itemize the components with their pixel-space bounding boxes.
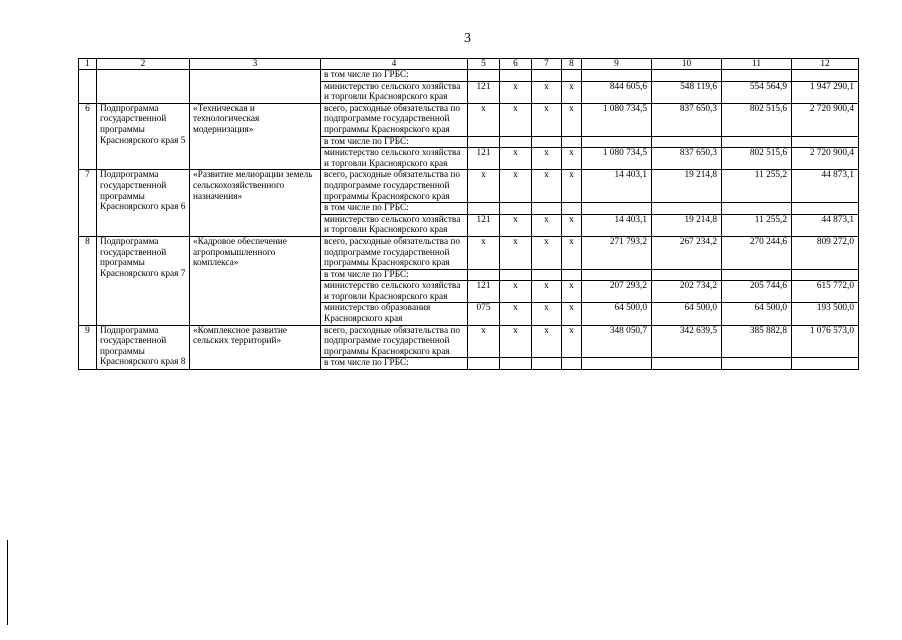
empty-cell [652,358,722,370]
empty-cell [652,203,722,215]
incl-grbs-label: в том числе по ГРБС: [321,203,468,215]
col6-value: х [500,281,532,303]
total-label: всего, расходные обязательства по подпрограмме государственной программы Красноярского края [321,103,468,136]
value-2022: 554 564,9 [722,81,792,103]
col6-value: х [500,81,532,103]
empty-cell [468,203,500,215]
column-header-4: 4 [321,59,468,70]
empty-cell [792,70,859,82]
table-row [79,70,859,82]
value-2020: 271 793,2 [582,236,652,269]
grbs-code: 121 [468,281,500,303]
value-2021: 64 500,0 [652,303,722,325]
col6-value: х [500,214,532,236]
grbs-code: 121 [468,214,500,236]
total-label: всего, расходные обязательства по подпрограмме государственной программы Красноярского края [321,236,468,269]
col8-value: х [562,103,582,136]
value-2022: 205 744,6 [722,281,792,303]
subprogram-title: «Развитие мелиорации земель сельскохозяйственного назначения» [190,170,321,237]
value-2020: 207 293,2 [582,281,652,303]
empty-cell [79,70,97,104]
empty-cell [582,136,652,148]
header-row [79,59,859,70]
col7-value: х [532,170,562,203]
grbs-name: министерство сельского хозяйства и торговли Красноярского края [321,281,468,303]
total-label: всего, расходные обязательства по подпрограмме государственной программы Красноярского края [321,170,468,203]
table-row [79,103,859,136]
empty-cell [722,358,792,370]
col7-value: х [532,148,562,170]
program-name: Подпрограмма государственной программы Красноярского края 7 [97,236,190,325]
program-name: Подпрограмма государственной программы Красноярского края 6 [97,170,190,237]
empty-cell [722,70,792,82]
column-header-12: 12 [792,59,859,70]
program-name: Подпрограмма государственной программы Красноярского края 5 [97,103,190,170]
value-2020: 64 500,0 [582,303,652,325]
grbs-name: министерство образования Красноярского края [321,303,468,325]
column-header-11: 11 [722,59,792,70]
row-number: 6 [79,103,97,170]
grbs-code: х [468,325,500,358]
value-2022: 11 255,2 [722,214,792,236]
empty-cell [468,136,500,148]
value-2020: 1 080 734,5 [582,103,652,136]
col6-value: х [500,236,532,269]
empty-cell [792,203,859,215]
col6-value: х [500,170,532,203]
value-total: 1 947 290,1 [792,81,859,103]
value-2021: 19 214,8 [652,214,722,236]
empty-cell [468,358,500,370]
col7-value: х [532,281,562,303]
empty-cell [97,70,190,104]
empty-cell [562,203,582,215]
empty-cell [562,358,582,370]
program-name: Подпрограмма государственной программы Красноярского края 8 [97,325,190,369]
value-total: 1 076 573,0 [792,325,859,358]
incl-grbs-label: в том числе по ГРБС: [321,70,468,82]
value-2022: 11 255,2 [722,170,792,203]
empty-cell [562,70,582,82]
total-label: всего, расходные обязательства по подпрограмме государственной программы Красноярского края [321,325,468,358]
empty-cell [500,203,532,215]
empty-cell [532,136,562,148]
value-2021: 548 119,6 [652,81,722,103]
grbs-name: министерство сельского хозяйства и торговли Красноярского края [321,81,468,103]
table-row [79,325,859,358]
grbs-code: 121 [468,81,500,103]
column-header-5: 5 [468,59,500,70]
empty-cell [190,70,321,104]
value-2022: 385 882,8 [722,325,792,358]
subprogram-title: «Кадровое обеспечение агропромышленного комплекса» [190,236,321,325]
column-header-2: 2 [97,59,190,70]
empty-cell [532,70,562,82]
col7-value: х [532,303,562,325]
column-header-9: 9 [582,59,652,70]
empty-cell [792,136,859,148]
col6-value: х [500,148,532,170]
col7-value: х [532,81,562,103]
col7-value: х [532,103,562,136]
row-number: 9 [79,325,97,369]
table-row [79,236,859,269]
value-2020: 14 403,1 [582,214,652,236]
empty-cell [792,269,859,281]
value-2021: 202 734,2 [652,281,722,303]
value-total: 2 720 900,4 [792,103,859,136]
empty-cell [562,269,582,281]
value-2022: 64 500,0 [722,303,792,325]
empty-cell [582,70,652,82]
grbs-code: х [468,236,500,269]
value-2022: 802 515,6 [722,103,792,136]
empty-cell [500,358,532,370]
column-header-7: 7 [532,59,562,70]
col7-value: х [532,236,562,269]
empty-cell [582,203,652,215]
col8-value: х [562,170,582,203]
value-total: 44 873,1 [792,214,859,236]
empty-cell [652,136,722,148]
subprogram-title: «Комплексное развитие сельских территорий» [190,325,321,369]
empty-cell [582,269,652,281]
col8-value: х [562,148,582,170]
empty-cell [532,203,562,215]
empty-cell [532,358,562,370]
value-2022: 270 244,6 [722,236,792,269]
row-number: 7 [79,170,97,237]
value-total: 44 873,1 [792,170,859,203]
value-2020: 1 080 734,5 [582,148,652,170]
margin-mark [7,540,8,625]
empty-cell [500,136,532,148]
value-total: 193 500,0 [792,303,859,325]
empty-cell [722,136,792,148]
empty-cell [792,358,859,370]
empty-cell [500,70,532,82]
empty-cell [722,269,792,281]
grbs-code: х [468,103,500,136]
col6-value: х [500,325,532,358]
grbs-code: 075 [468,303,500,325]
empty-cell [468,70,500,82]
grbs-code: х [468,170,500,203]
value-2020: 14 403,1 [582,170,652,203]
empty-cell [468,269,500,281]
col7-value: х [532,325,562,358]
column-header-1: 1 [79,59,97,70]
column-header-8: 8 [562,59,582,70]
column-header-6: 6 [500,59,532,70]
column-header-10: 10 [652,59,722,70]
value-2020: 348 050,7 [582,325,652,358]
col8-value: х [562,281,582,303]
col8-value: х [562,325,582,358]
grbs-code: 121 [468,148,500,170]
empty-cell [652,269,722,281]
grbs-name: министерство сельского хозяйства и торговли Красноярского края [321,214,468,236]
value-2021: 837 650,3 [652,148,722,170]
empty-cell [582,358,652,370]
table-row [79,170,859,203]
value-2022: 802 515,6 [722,148,792,170]
col8-value: х [562,81,582,103]
incl-grbs-label: в том числе по ГРБС: [321,136,468,148]
grbs-name: министерство сельского хозяйства и торговли Красноярского края [321,148,468,170]
col8-value: х [562,214,582,236]
empty-cell [652,70,722,82]
column-header-3: 3 [190,59,321,70]
col7-value: х [532,214,562,236]
value-2021: 342 639,5 [652,325,722,358]
col8-value: х [562,236,582,269]
empty-cell [562,136,582,148]
page-number: 3 [464,31,471,46]
row-number: 8 [79,236,97,325]
col8-value: х [562,303,582,325]
empty-cell [532,269,562,281]
value-total: 615 772,0 [792,281,859,303]
value-total: 2 720 900,4 [792,148,859,170]
value-2021: 267 234,2 [652,236,722,269]
empty-cell [722,203,792,215]
col6-value: х [500,303,532,325]
incl-grbs-label: в том числе по ГРБС: [321,358,468,370]
value-2021: 19 214,8 [652,170,722,203]
value-2021: 837 650,3 [652,103,722,136]
value-total: 809 272,0 [792,236,859,269]
incl-grbs-label: в том числе по ГРБС: [321,269,468,281]
budget-table [78,58,859,370]
col6-value: х [500,103,532,136]
empty-cell [500,269,532,281]
value-2020: 844 605,6 [582,81,652,103]
subprogram-title: «Техническая и технологическая модернизация» [190,103,321,170]
